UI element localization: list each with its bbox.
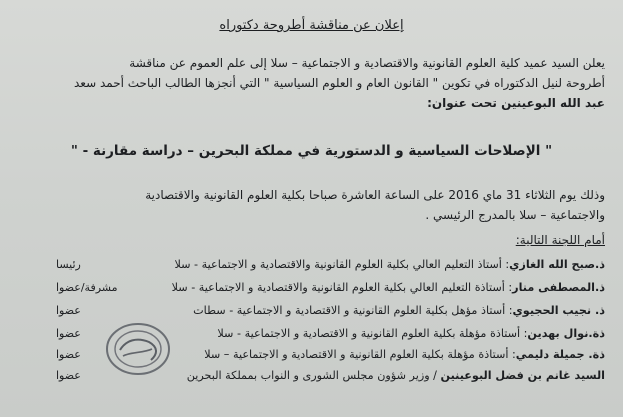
announcement-paragraph-line-2: أطروحة لنيل الدكتوراه في تكوين " القانون العام و العلوم السياسية " التي أنجزها الطالب الباحث أحمد سعد <box>74 76 605 90</box>
committee-member-5 <box>204 348 605 361</box>
official-seal-icon <box>102 318 174 380</box>
member-name: السيد غانم بن فضل البوعينين <box>440 369 605 382</box>
thesis-title: " الإصلاحات السياسية و الدستورية في مملكة البحرين – دراسة مقارنة - " <box>70 143 553 159</box>
member-name: ذ. نجيب الحجيوي <box>512 304 605 317</box>
announcement-title: إعلان عن مناقشة أطروحة دكتوراه <box>219 18 404 33</box>
member-role: عضوا <box>56 369 81 382</box>
member-role: مشرفة/عضوا <box>56 281 118 294</box>
member-position: : أستاذة مؤهلة بكلية العلوم القانونية و الاقتصادية و الاجتماعية – سلا <box>204 348 516 361</box>
committee-member-1 <box>174 258 605 271</box>
member-position: : أستاذة التعليم العالي بكلية العلوم القانونية والاقتصادية و الاجتماعية - سلا <box>171 281 513 294</box>
member-position: / وزير شؤون مجلس الشورى و النواب بمملكة البحرين <box>186 369 441 382</box>
committee-member-2 <box>172 281 605 294</box>
member-role: عضوا <box>56 348 81 361</box>
member-name: ذة. جميلة دليمي <box>515 348 605 361</box>
member-role: عضوا <box>56 327 81 340</box>
member-name: ذ.صبح الله الغازي <box>509 258 605 271</box>
committee-heading: أمام اللجنة التالية: <box>515 233 605 247</box>
member-role: رئيسا <box>56 258 81 271</box>
member-position: : أستاذ مؤهل بكلية العلوم القانونية و الاقتصادية و الاجتماعية - سطات <box>193 304 513 317</box>
member-name: ذ.المصطفى منار <box>512 281 605 294</box>
member-role: عضوا <box>56 304 81 317</box>
member-name: ذة.نوال بهدين <box>527 327 605 340</box>
announcement-paragraph-line-1: يعلن السيد عميد كلية العلوم القانونية والاقتصادية و الاجتماعية – سلا إلى علم العموم عن مناقشة <box>129 56 605 70</box>
member-position: : أستاذ التعليم العالي بكلية العلوم القانونية والاقتصادية و الاجتماعية - سلا <box>174 258 510 271</box>
committee-member-6 <box>187 369 605 382</box>
schedule-line-2: والاجتماعية – سلا بالمدرج الرئيسي . <box>425 208 605 222</box>
committee-member-4 <box>217 327 605 340</box>
member-position: : أستاذة مؤهلة بكلية العلوم القانونية و الاقتصادية و الاجتماعية - سلا <box>217 327 528 340</box>
announcement-paragraph-line-3: عبد الله البوعينين تحت عنوان: <box>427 96 605 110</box>
schedule-line-1: وذلك يوم الثلاثاء 31 ماي 2016 على الساعة العاشرة صباحا بكلية العلوم القانونية والاقتصادية <box>145 188 605 202</box>
committee-member-3 <box>193 304 605 317</box>
